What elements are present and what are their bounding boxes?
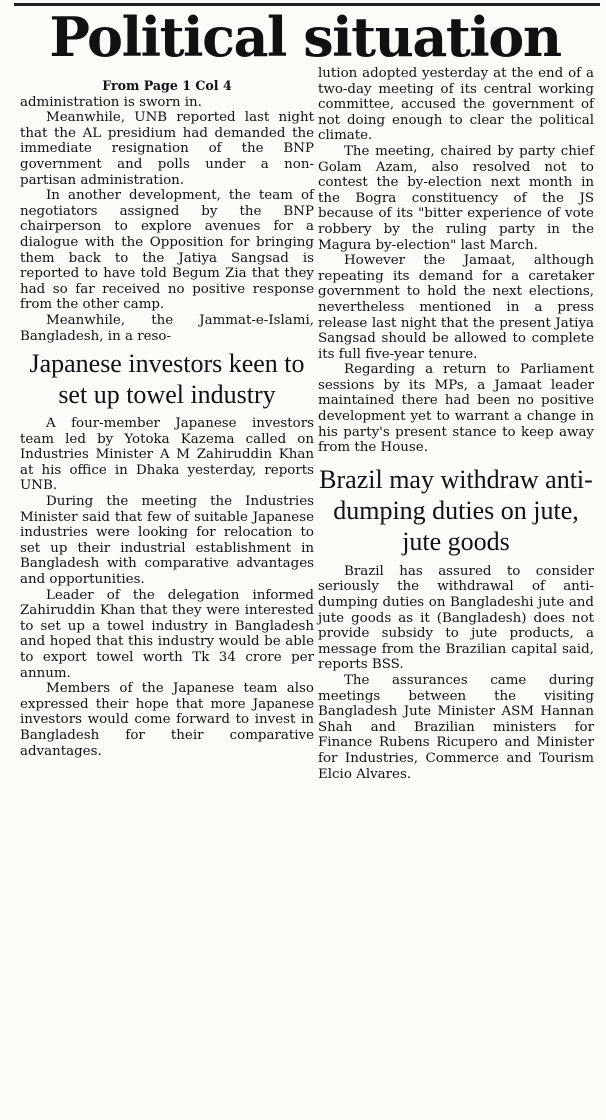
article-paragraph: administration is sworn in.	[20, 94, 202, 110]
article-paragraph: Members of the Japanese team also expressed their hope that more Japanese investors would come forward to invest in Bangladesh for their comparative advantages.	[20, 681, 314, 759]
continuation-line: From Page 1 Col 4	[102, 78, 232, 93]
article-paragraph: In another development, the team of negotiators assigned by the BNP chairperson to explore avenues for a dialogue with the Opposition for bringing them back to the Jatiya Sangsad is reported to have told Begum Zia that they had so far received no positive response from the other camp.	[20, 188, 314, 313]
left-column	[20, 78, 314, 759]
article-paragraph: Leader of the delegation informed Zahiruddin Khan that they were interested to set up a towel industry in Bangladesh and hoped that this industry would be able to export towel worth Tk 34 crore per annum.	[20, 587, 314, 681]
headline-brazil-jute: Brazil may withdraw anti-dumping duties on jute, jute goods	[319, 464, 593, 556]
article-paragraph: However the Jamaat, although repeating its demand for a caretaker government to hold the next elections, nevertheless mentioned in a press release last night that the present Jatiya Sangsad should be allowed to complete its full five-year tenure.	[318, 253, 594, 362]
right-column	[318, 66, 594, 782]
article-paragraph: Meanwhile, UNB reported last night that the AL presidium had demanded the immediate resignation of the BNP government and polls under a non-partisan administration.	[20, 110, 314, 188]
article-paragraph: A four-member Japanese investors team led by Yotoka Kazema called on Industries Minister A M Zahiruddin Khan at his office in Dhaka yesterday, reports UNB.	[20, 416, 314, 494]
page-masthead: Political situation	[49, 5, 561, 69]
article-paragraph: During the meeting the Industries Minister said that few of suitable Japanese industries were looking for relocation to set up their industrial establishment in Bangladesh with comparative advantages and opportunities.	[20, 494, 314, 588]
article-paragraph: Regarding a return to Parliament sessions by its MPs, a Jamaat leader maintained there had been no positive development yet to warrant a change in his party's present stance to keep away from the House.	[318, 362, 594, 456]
article-paragraph: The assurances came during meetings between the visiting Bangladesh Jute Minister ASM Hannan Shah and Brazilian ministers for Finance Rubens Ricupero and Minister for Industries, Commerce and Tourism Elcio Alvares.	[318, 673, 594, 782]
article-paragraph: Meanwhile, the Jammat-e-Islami, Bangladesh, in a reso-	[20, 312, 314, 344]
headline-japanese-investors: Japanese investors keen to set up towel industry	[29, 349, 305, 410]
article-paragraph: Brazil has assured to consider seriously the withdrawal of anti-dumping duties on Bangladeshi jute and jute goods as it (Bangladesh) does not provide subsidy to jute products, a message from the Brazilian capital said, reports BSS.	[318, 563, 594, 673]
article-paragraph: lution adopted yesterday at the end of a two-day meeting of its central working committee, accused the government of not doing enough to clear the political climate.	[318, 66, 594, 144]
article-paragraph: The meeting, chaired by party chief Golam Azam, also resolved not to contest the by-election next month in the Bogra constituency of the JS because of its "bitter experience of vote robbery by the ruling party in the Magura by-election" last March.	[318, 143, 594, 253]
